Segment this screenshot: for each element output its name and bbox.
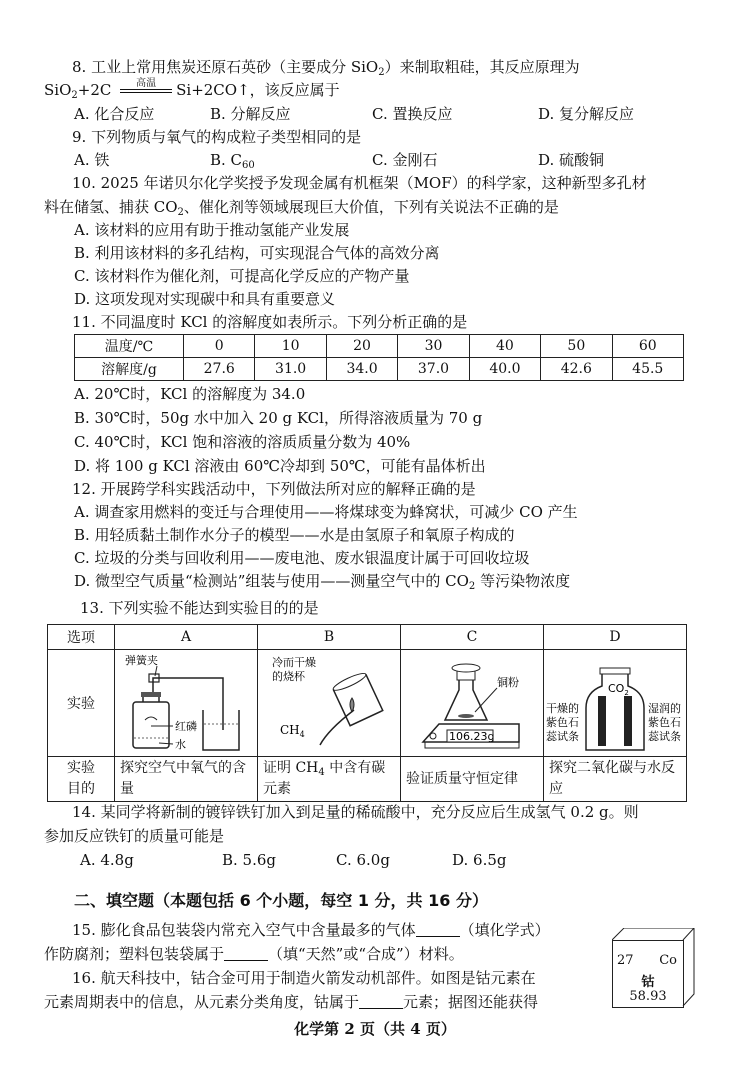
q11-stem: 11. 不同温度时 KCl 的溶解度如表所示。下列分析正确的是	[72, 313, 468, 331]
solubility-table	[74, 334, 684, 381]
q10-option-b: B. 利用该材料的多孔结构，可实现混合气体的高效分离	[74, 244, 440, 262]
q14-option-a: A. 4.8g	[80, 851, 134, 869]
table-cell: 温度/℃	[75, 335, 184, 358]
label-wet-1: 湿润的	[648, 702, 681, 715]
q9-option-d: D. 硫酸铜	[538, 151, 605, 169]
experiment-c-diagram	[401, 650, 544, 757]
q12-option-c: C. 垃圾的分类与回收利用——废电池、废水银温度计属于可回收垃圾	[74, 549, 530, 567]
reaction-condition: 高温	[120, 80, 172, 100]
table-cell: B	[258, 625, 401, 650]
atomic-number: 27	[617, 953, 634, 968]
table-cell: 50	[541, 335, 612, 358]
section-heading: 二、填空题（本题包括 6 个小题，每空 1 分，共 16 分）	[74, 891, 488, 910]
q15-line2: 作防腐剂；塑料包装袋属于 （填“天然”或“合成”）材料。	[44, 945, 464, 963]
label-water: 水	[175, 738, 186, 751]
table-cell: 42.6	[541, 358, 612, 381]
label-beaker: 的烧杯	[272, 670, 305, 683]
q10-line1: 10. 2025 年诺贝尔化学奖授予发现金属有机框架（MOF）的科学家，这种新型多孔材	[72, 174, 647, 192]
table-cell: A	[115, 625, 258, 650]
label-copper-powder: 铜粉	[497, 676, 519, 689]
q12-option-d: D. 微型空气质量“检测站”组装与使用——测量空气中的 $CO_2$ 等污染物浓度	[74, 572, 571, 592]
answer-blank[interactable]	[416, 922, 460, 937]
q8-option-c: C. 置换反应	[372, 105, 453, 123]
q11-option-b: B. 30℃时，50g 水中加入 20 g KCl，所得溶液质量为 70 g	[74, 409, 483, 427]
table-cell: D	[544, 625, 687, 650]
table-cell: 选项	[48, 625, 115, 650]
label-wet-2: 紫色石	[648, 716, 681, 729]
element-symbol: Co	[659, 953, 677, 968]
q14-option-b: B. 5.6g	[222, 851, 277, 869]
label-co2: $CO_2$	[608, 682, 629, 697]
q8-option-b: B. 分解反应	[210, 105, 291, 123]
q10-option-a: A. 该材料的应用有助于推动氢能产业发展	[74, 221, 350, 239]
table-cell: 20	[326, 335, 397, 358]
experiment-d-diagram	[544, 650, 687, 757]
q14-line1: 14. 某同学将新制的镀锌铁钉加入到足量的稀硫酸中，充分反应后生成氢气 0.2 g。则	[72, 803, 639, 821]
label-dry-3: 蕊试条	[546, 730, 579, 743]
experiment-table	[47, 624, 687, 802]
answer-blank[interactable]	[224, 946, 268, 961]
q14-option-c: C. 6.0g	[336, 851, 390, 869]
table-cell: 60	[612, 335, 683, 358]
table-cell: 30	[398, 335, 469, 358]
table-row	[48, 650, 687, 757]
label-cold-dry: 冷而干燥	[272, 656, 316, 669]
element-card-3d-edge	[612, 928, 696, 1008]
table-cell: 0	[184, 335, 255, 358]
table-cell: 27.6	[184, 358, 255, 381]
q16-line1: 16. 航天科技中，钴合金可用于制造火箭发动机部件。如图是钴元素在	[72, 969, 536, 987]
q11-option-d: D. 将 100 g KCl 溶液由 60℃冷却到 50℃，可能有晶体析出	[74, 457, 486, 475]
table-cell: 验证质量守恒定律	[401, 757, 544, 802]
table-cell: 45.5	[612, 358, 683, 381]
label-wet-3: 蕊试条	[648, 730, 681, 743]
q8-option-a: A. 化合反应	[74, 105, 155, 123]
q8-equation: SiO$_2$+2C 高温 Si+2CO↑，该反应属于	[44, 78, 340, 101]
table-cell: C	[401, 625, 544, 650]
q8-option-d: D. 复分解反应	[538, 105, 635, 123]
q14-option-d: D. 6.5g	[452, 851, 507, 869]
q12-stem: 12. 开展跨学科实践活动中，下列做法所对应的解释正确的是	[72, 480, 476, 498]
q10-option-d: D. 这项发现对实现碳中和具有重要意义	[74, 290, 336, 308]
table-row	[75, 358, 684, 381]
table-cell: 34.0	[326, 358, 397, 381]
table-cell: 31.0	[255, 358, 326, 381]
experiment-a-diagram	[115, 650, 258, 757]
label-spring-clip: 弹簧夹	[125, 654, 158, 667]
scale-display: 106.23g	[449, 730, 495, 743]
table-cell: 探究空气中氧气的含量	[115, 757, 258, 802]
label-red-phosphorus: 红磷	[175, 720, 197, 733]
label-dry-2: 紫色石	[546, 716, 579, 729]
q10-line2: 料在储氢、捕获 $CO_2$、催化剂等领域展现巨大价值，下列有关说法不正确的是	[44, 198, 559, 218]
q9-option-a: A. 铁	[74, 151, 110, 169]
table-row	[48, 625, 687, 650]
q15-line1: 15. 膨化食品包装袋内常充入空气中含量最多的气体 （填化学式）	[72, 921, 550, 939]
label-ch4: $CH_4$	[280, 723, 305, 739]
table-cell: 实验	[48, 650, 115, 757]
table-cell: 10	[255, 335, 326, 358]
q9-option-b: B. $C_{60}$	[210, 151, 255, 171]
q9-stem: 9. 下列物质与氧气的构成粒子类型相同的是	[72, 128, 362, 146]
table-cell: 37.0	[398, 358, 469, 381]
table-cell: 溶解度/g	[75, 358, 184, 381]
page-footer: 化学第 2 页（共 4 页）	[294, 1020, 456, 1038]
table-cell: 探究二氧化碳与水反应	[544, 757, 687, 802]
q16-line2: 元素周期表中的信息，从元素分类角度，钴属于 元素；据图还能获得	[44, 993, 539, 1011]
q12-option-a: A. 调查家用燃料的变迁与合理使用——将煤球变为蜂窝状，可减少 CO 产生	[74, 503, 578, 521]
q14-line2: 参加反应铁钉的质量可能是	[44, 827, 225, 845]
q9-option-c: C. 金刚石	[372, 151, 438, 169]
q13-stem: 13. 下列实验不能达到实验目的的是	[80, 599, 319, 617]
table-cell: 实验目的	[48, 757, 115, 802]
experiment-b-diagram	[258, 650, 401, 757]
atomic-mass: 58.93	[629, 989, 667, 1004]
table-cell: 40	[469, 335, 540, 358]
q12-option-b: B. 用轻质黏土制作水分子的模型——水是由氢原子和氧原子构成的	[74, 526, 515, 544]
table-cell: 40.0	[469, 358, 540, 381]
table-row	[48, 757, 687, 802]
q11-option-a: A. 20℃时，KCl 的溶解度为 34.0	[74, 385, 306, 403]
label-dry-1: 干燥的	[546, 702, 579, 715]
q10-option-c: C. 该材料作为催化剂，可提高化学反应的产物产量	[74, 267, 410, 285]
q8-line1: 8. 工业上常用焦炭还原石英砂（主要成分 SiO$_2$）来制取粗硅，其反应原理为	[72, 58, 580, 78]
q11-option-c: C. 40℃时，KCl 饱和溶液的溶质质量分数为 40%	[74, 433, 411, 451]
table-cell: 证明 $CH_4$ 中含有碳元素	[258, 757, 401, 802]
answer-blank[interactable]	[359, 994, 403, 1009]
element-name: 钴	[641, 975, 655, 990]
table-row	[75, 335, 684, 358]
